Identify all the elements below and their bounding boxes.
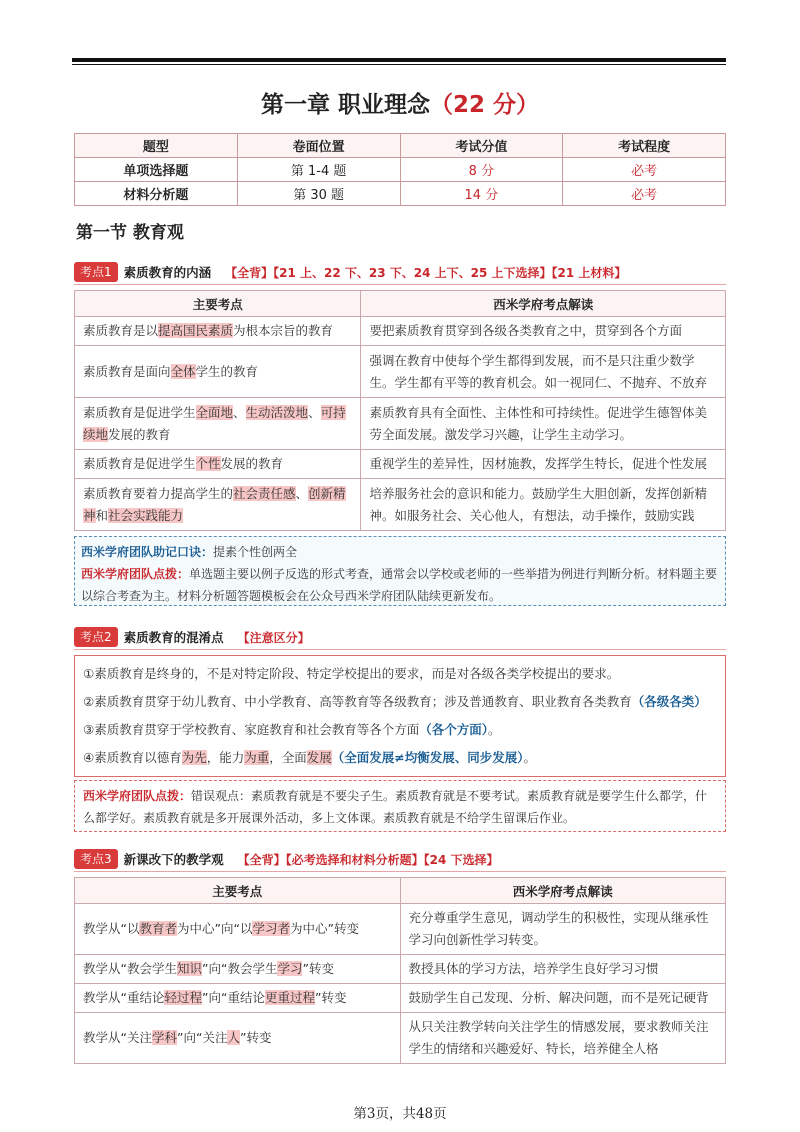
kaodian-1-table bbox=[74, 290, 726, 531]
table-row bbox=[75, 479, 726, 531]
cell: 从只关注教学转向关注学生的情感发展，要求教师关注学生的情绪和兴趣爱好、特长，培养健全人格 bbox=[400, 1013, 726, 1064]
text: 。 bbox=[523, 750, 537, 765]
cell: 单项选择题 bbox=[75, 158, 238, 182]
text: 、 bbox=[308, 404, 321, 420]
table-row bbox=[75, 182, 726, 206]
text: 和 bbox=[95, 507, 109, 523]
highlight: 提高国民素质 bbox=[158, 323, 234, 338]
section-title: 第一节 教育观 bbox=[76, 223, 184, 243]
cell: 必考 bbox=[563, 158, 726, 182]
cell bbox=[75, 904, 401, 955]
text: 为根本宗旨的教育 bbox=[233, 323, 334, 338]
header-cell: 题型 bbox=[75, 134, 238, 158]
emphasis: （全面发展≠均衡发展、同步发展） bbox=[331, 750, 524, 765]
list-item bbox=[83, 688, 717, 716]
text: ，能力 bbox=[206, 750, 245, 765]
emphasis: （各个方面） bbox=[419, 722, 488, 737]
kaodian-tags: 【全背】【必考选择和材料分析题】【24 下选择】 bbox=[237, 852, 499, 867]
text: 、 bbox=[295, 485, 309, 501]
header-cell: 考试分值 bbox=[400, 134, 563, 158]
table-row bbox=[75, 955, 726, 984]
cell bbox=[75, 1013, 401, 1064]
header-cell: 西米学府考点解读 bbox=[400, 878, 726, 904]
highlight: 为先 bbox=[181, 750, 207, 765]
table-row bbox=[75, 984, 726, 1013]
cell: 14 分 bbox=[400, 182, 563, 206]
table-row bbox=[75, 158, 726, 182]
highlight: 创新精神 bbox=[83, 485, 346, 523]
cell: 第 1-4 题 bbox=[237, 158, 400, 182]
text: 为中心”转变 bbox=[289, 921, 359, 936]
text: 素质教育是以 bbox=[83, 323, 159, 338]
header-cell: 主要考点 bbox=[75, 878, 401, 904]
highlight: 可持续地 bbox=[83, 404, 346, 442]
cell: 强调在教育中使每个学生都得到发展，而不是只注重少数学生。学生都有平等的教育机会。如一视同仁、不抛弃、不放弃 bbox=[361, 346, 726, 398]
text: ④素质教育以德育 bbox=[83, 750, 182, 765]
text: 发展的教育 bbox=[220, 456, 284, 471]
header-cell: 主要考点 bbox=[75, 291, 361, 317]
text: ”向“教会学生 bbox=[202, 961, 278, 976]
note-label: 西米学府团队点拨： bbox=[83, 789, 192, 803]
text: ①素质教育是终身的，不是对特定阶段、特定学校提出的要求，而是对各级各类学校提出的要求。 bbox=[83, 666, 620, 681]
kaodian-title: 新课改下的教学观 bbox=[123, 852, 224, 867]
kaodian-2-list bbox=[74, 655, 726, 777]
text: 教学从“关注 bbox=[83, 1030, 152, 1045]
highlight: 人 bbox=[227, 1030, 240, 1045]
highlight: 全体 bbox=[170, 363, 196, 379]
cell: 第 30 题 bbox=[237, 182, 400, 206]
cell bbox=[75, 984, 401, 1013]
cell: 教授具体的学习方法，培养学生良好学习习惯 bbox=[400, 955, 726, 984]
text: 为中心”向“以 bbox=[177, 921, 253, 936]
cell: 要把素质教育贯穿到各级各类教育之中，贯穿到各个方面 bbox=[361, 317, 726, 346]
text: 教学从“重结论 bbox=[83, 990, 165, 1005]
list-item bbox=[83, 716, 717, 744]
kaodian-title: 素质教育的内涵 bbox=[123, 265, 212, 280]
divider bbox=[74, 284, 726, 285]
kaodian-tags: 【全背】【21 上、22 下、23 下、24 上下、25 上下选择】【21 上材料】 bbox=[225, 265, 627, 280]
cell bbox=[75, 479, 361, 531]
text: ，全面 bbox=[269, 750, 307, 765]
top-rule-thin bbox=[72, 64, 726, 65]
list-item bbox=[83, 660, 717, 688]
text: 、 bbox=[233, 404, 246, 420]
header-cell: 卷面位置 bbox=[237, 134, 400, 158]
text: ”转变 bbox=[302, 961, 334, 976]
text: 素质教育是促进学生 bbox=[83, 456, 196, 471]
list-item bbox=[83, 744, 717, 772]
kaodian-3-table bbox=[74, 877, 726, 1064]
kaodian-tag: 考点2 bbox=[74, 627, 118, 647]
cell: 重视学生的差异性，因材施教，发挥学生特长，促进个性发展 bbox=[361, 450, 726, 479]
kaodian-1-header bbox=[74, 262, 726, 282]
cell bbox=[75, 450, 361, 479]
chapter-score: （22 分） bbox=[430, 92, 540, 118]
highlight: 学习者 bbox=[252, 921, 290, 936]
text: 教学从“教会学生 bbox=[83, 961, 177, 976]
text: 发展的教育 bbox=[108, 426, 171, 442]
top-rule-thick bbox=[72, 58, 726, 62]
kaodian-1-note bbox=[74, 536, 726, 606]
highlight: 个性 bbox=[195, 456, 221, 471]
chapter-title-text: 第一章 职业理念 bbox=[260, 92, 430, 118]
text: ”向“重结论 bbox=[202, 990, 265, 1005]
cell: 必考 bbox=[563, 182, 726, 206]
kaodian-title: 素质教育的混淆点 bbox=[123, 630, 224, 645]
highlight: 学习 bbox=[277, 961, 303, 976]
cell bbox=[75, 955, 401, 984]
kaodian-tag: 考点1 bbox=[74, 262, 118, 282]
cell: 鼓励学生自己发现、分析、解决问题，而不是死记硬背 bbox=[400, 984, 726, 1013]
highlight: 生动活泼地 bbox=[245, 404, 309, 420]
kaodian-tag: 考点3 bbox=[74, 849, 118, 869]
table-row bbox=[75, 398, 726, 450]
highlight: 更重过程 bbox=[264, 990, 315, 1005]
header-cell: 考试程度 bbox=[563, 134, 726, 158]
divider bbox=[74, 871, 726, 872]
note-text: 提素个性创两全 bbox=[213, 545, 298, 559]
table-row bbox=[75, 1013, 726, 1064]
highlight: 发展 bbox=[306, 750, 332, 765]
table-row bbox=[75, 317, 726, 346]
text: 素质教育是促进学生 bbox=[83, 404, 196, 420]
tip-line bbox=[81, 563, 719, 607]
highlight: 社会实践能力 bbox=[108, 507, 184, 523]
text: ”转变 bbox=[314, 990, 347, 1005]
cell bbox=[75, 398, 361, 450]
cell: 8 分 bbox=[400, 158, 563, 182]
cell: 材料分析题 bbox=[75, 182, 238, 206]
cell bbox=[75, 346, 361, 398]
page-footer: 第3页，共48页 bbox=[353, 1106, 447, 1122]
kaodian-2-note bbox=[74, 780, 726, 832]
chapter-title bbox=[0, 86, 800, 119]
emphasis: （各级各类） bbox=[631, 694, 707, 709]
kaodian-2-header bbox=[74, 627, 726, 647]
table-row bbox=[75, 450, 726, 479]
note-label: 西米学府团队助记口诀： bbox=[81, 545, 214, 559]
kaodian-3-header bbox=[74, 849, 726, 869]
highlight: 社会责任感 bbox=[233, 485, 296, 501]
cell: 充分尊重学生意见，调动学生的积极性，实现从继承性学习向创新性学习转变。 bbox=[400, 904, 726, 955]
text: 。 bbox=[487, 722, 501, 737]
highlight: 轻过程 bbox=[164, 990, 202, 1005]
note-text: 错误观点：素质教育就是不要尖子生。素质教育就是不要考试。素质教育就是要学生什么都学，什么都学好。素质教育就是多开展课外活动，多上文体课。素质教育就是不给学生留课后作业。 bbox=[83, 789, 708, 825]
divider bbox=[74, 649, 726, 650]
highlight: 教育者 bbox=[139, 921, 177, 936]
highlight: 为重 bbox=[244, 750, 270, 765]
highlight: 学科 bbox=[151, 1030, 177, 1045]
text: 学生的教育 bbox=[195, 363, 259, 379]
highlight: 全面地 bbox=[195, 404, 234, 420]
text: 素质教育要着力提高学生的 bbox=[83, 485, 234, 501]
note-label: 西米学府团队点拨： bbox=[81, 567, 190, 581]
text: 素质教育是面向 bbox=[83, 363, 171, 379]
cell: 培养服务社会的意识和能力。鼓励学生大胆创新，发挥创新精神。如服务社会、关心他人，有想法，动手操作，鼓励实践 bbox=[361, 479, 726, 531]
cell: 素质教育具有全面性、主体性和可持续性。促进学生德智体美劳全面发展。激发学习兴趣，让学生主动学习。 bbox=[361, 398, 726, 450]
table-row bbox=[75, 346, 726, 398]
text: 教学从“以 bbox=[83, 921, 140, 936]
header-cell: 西米学府考点解读 bbox=[361, 291, 726, 317]
text: ”转变 bbox=[239, 1030, 272, 1045]
text: ②素质教育贯穿于幼儿教育、中小学教育、高等教育等各级教育；涉及普通教育、职业教育各类教育 bbox=[83, 694, 632, 709]
mnemonic-line bbox=[81, 541, 719, 563]
note-text: 单选题主要以例子反选的形式考查，通常会以学校或老师的一些举措为例进行判断分析。材料题主要以综合考查为主。材料分析题答题模板会在公众号西米学府团队陆续更新发布。 bbox=[81, 567, 718, 603]
summary-table bbox=[74, 133, 726, 206]
highlight: 知识 bbox=[176, 961, 202, 976]
text: ”向“关注 bbox=[177, 1030, 228, 1045]
table-row bbox=[75, 904, 726, 955]
text: ③素质教育贯穿于学校教育、家庭教育和社会教育等各个方面 bbox=[83, 722, 420, 737]
kaodian-tags: 【注意区分】 bbox=[237, 630, 310, 645]
cell bbox=[75, 317, 361, 346]
